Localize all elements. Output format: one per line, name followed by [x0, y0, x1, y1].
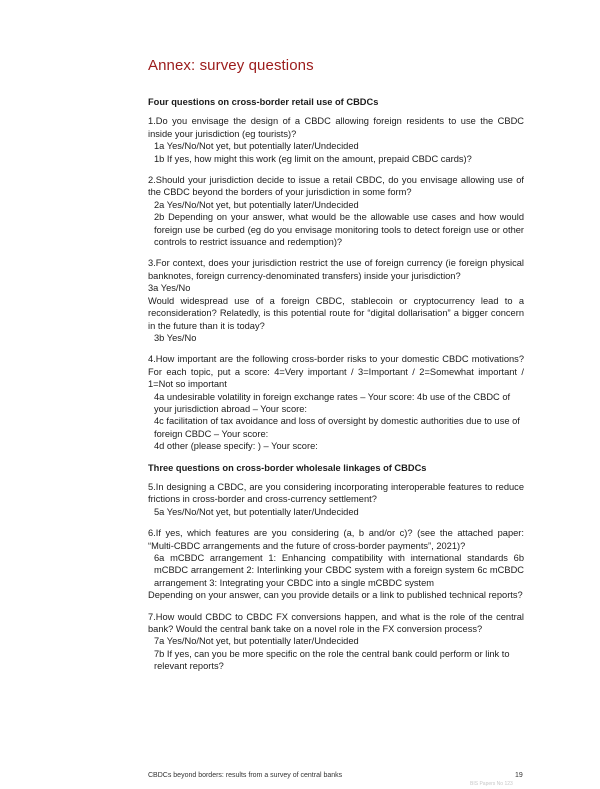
question-text: 1.Do you envisage the design of a CBDC allowing foreign residents to use the CBDC inside your jurisdiction (eg tourists)? [148, 116, 524, 139]
sub-question: 4c facilitation of tax avoidance and loss of oversight by domestic authorities due to use of foreign CBDC – Your score: [154, 416, 520, 439]
sub-question: 3a Yes/No [148, 283, 191, 294]
question-text: 3.For context, does your jurisdiction restrict the use of foreign currency (ie foreign physical banknotes, foreign currency-denominated transfers) inside your jurisdiction? [148, 258, 524, 281]
footer-watermark: BIS Papers No 123 [470, 781, 513, 787]
sub-question: 1a Yes/No/Not yet, but potentially later/Undecided [154, 141, 359, 152]
question-5 [148, 481, 524, 518]
sub-question: 4a undesirable volatility in foreign exchange rates – Your score: 4b use of the CBDC of your jurisdiction abroad – Your score: [154, 391, 511, 414]
sub-question: 5a Yes/No/Not yet, but potentially later/Undecided [154, 506, 359, 517]
sub-question: 2a Yes/No/Not yet, but potentially later/Undecided [154, 199, 359, 210]
question-6 [148, 527, 524, 601]
question-text: 5.In designing a CBDC, are you considering incorporating interoperable features to reduce frictions in cross-border and cross-currency settlement? [148, 481, 524, 505]
sub-question: 6a mCBDC arrangement 1: Enhancing compatibility with international standards 6b mCBDC arrangement 2: Interlinking your CBDC system with a foreign system 6c mCBDC arrangement 3: Integrating your CBDC into a single mCBDC system [154, 553, 524, 588]
page-number: 19 [515, 772, 523, 779]
question-1 [148, 115, 524, 165]
question-7 [148, 611, 524, 673]
question-2 [148, 174, 524, 248]
question-text: Would widespread use of a foreign CBDC, stablecoin or cryptocurrency lead to a reconsideration? Relatedly, is this potential route for “digital dollarisation” a bigger concern in the future than it is today? [148, 295, 524, 331]
sub-question: 7a Yes/No/Not yet, but potentially later/Undecided [154, 636, 359, 647]
page-title: Annex: survey questions [148, 57, 314, 74]
question-text: 2.Should your jurisdiction decide to issue a retail CBDC, do you envisage allowing use of the CBDC beyond the borders of your jurisdiction in some form? [148, 175, 524, 198]
sub-question: 3b Yes/No [154, 332, 197, 343]
question-text: 6.If yes, which features are you considering (a, b and/or c)? (see the attached paper: “Multi-CBDC arrangements and the future of cross-border payments”, 2021)? [148, 528, 524, 551]
survey-content [148, 96, 524, 682]
question-text: 4.How important are the following cross-border risks to your domestic CBDC motivations? For each topic, put a score: 4=Very important / 3=Important / 2=Somewhat important / 1=Not so important [148, 354, 524, 390]
question-3 [148, 257, 524, 344]
question-text: Depending on your answer, can you provide details or a link to published technical reports? [148, 590, 523, 601]
question-4 [148, 353, 524, 452]
sub-question: 4d other (please specify: ) – Your score: [154, 441, 318, 452]
section-heading-retail: Four questions on cross-border retail use of CBDCs [148, 97, 379, 107]
sub-question: 1b If yes, how might this work (eg limit on the amount, prepaid CBDC cards)? [154, 153, 472, 164]
question-text: 7.How would CBDC to CBDC FX conversions happen, and what is the role of the central bank? Would the central bank take on a novel role in the FX conversion process? [148, 611, 524, 635]
sub-question: 7b If yes, can you be more specific on the role the central bank could perform or link to relevant reports? [154, 648, 510, 672]
section-heading-wholesale: Three questions on cross-border wholesale linkages of CBDCs [148, 462, 427, 473]
sub-question: 2b Depending on your answer, what would be the allowable use cases and how would foreign use be curbed (eg do you envisage monitoring tools to detect foreign use or other controls to restrict issuance and redemption)? [154, 212, 524, 248]
footer-title: CBDCs beyond borders: results from a survey of central banks [148, 772, 343, 779]
